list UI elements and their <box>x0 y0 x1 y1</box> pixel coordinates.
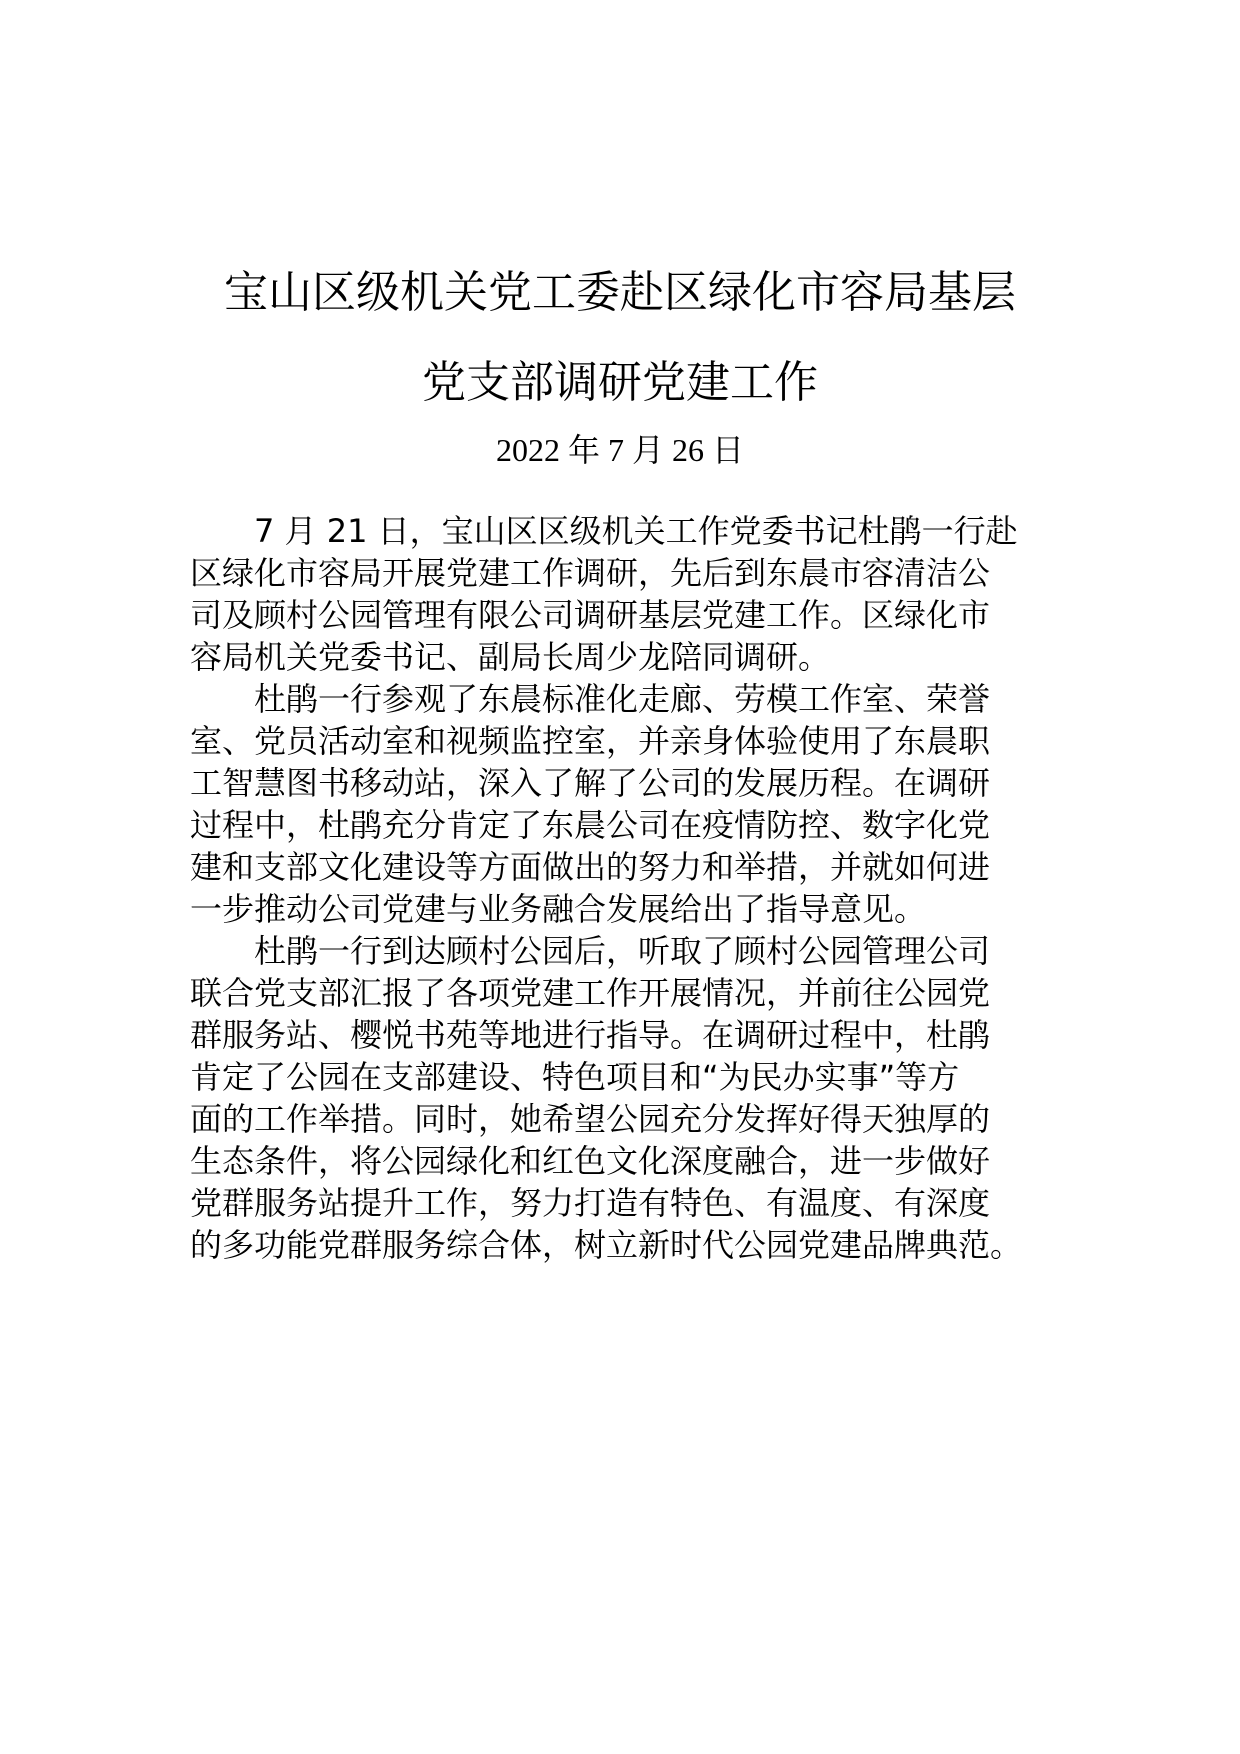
paragraph-line: 生态条件，将公园绿化和红色文化深度融合，进一步做好 <box>190 1142 991 1180</box>
title-line: 党支部调研党建工作 <box>422 357 818 408</box>
paragraph-line: 联合党支部汇报了各项党建工作开展情况，并前往公园党 <box>190 974 991 1012</box>
article-date: 2022 年 7 月 26 日 <box>495 432 744 468</box>
paragraph-line: 容局机关党委书记、副局长周少龙陪同调研。 <box>190 638 831 676</box>
paragraph-line: 杜鹃一行到达顾村公园后，听取了顾村公园管理公司 <box>254 932 991 970</box>
paragraph-line: 区绿化市容局开展党建工作调研，先后到东晨市容清洁公 <box>190 554 991 592</box>
paragraph-line: 司及顾村公园管理有限公司调研基层党建工作。区绿化市 <box>190 596 991 634</box>
paragraph-line: 7 月 21 日，宝山区区级机关工作党委书记杜鹃一行赴 <box>254 512 1018 550</box>
paragraph-line: 一步推动公司党建与业务融合发展给出了指导意见。 <box>190 890 927 928</box>
paragraph-line: 建和支部文化建设等方面做出的努力和举措，并就如何进 <box>190 848 991 886</box>
paragraph-line: 肯定了公园在支部建设、特色项目和“为民办实事”等方 <box>190 1058 960 1096</box>
title-line: 宝山区级机关党工委赴区绿化市容局基层 <box>224 267 1016 318</box>
paragraph-line: 过程中，杜鹃充分肯定了东晨公司在疫情防控、数字化党 <box>190 806 991 844</box>
paragraph-line: 面的工作举措。同时，她希望公园充分发挥好得天独厚的 <box>190 1100 991 1138</box>
paragraph-line: 室、党员活动室和视频监控室，并亲身体验使用了东晨职 <box>190 722 991 760</box>
paragraph-line: 的多功能党群服务综合体，树立新时代公园党建品牌典范。 <box>190 1226 1023 1264</box>
paragraph-line: 党群服务站提升工作，努力打造有特色、有温度、有深度 <box>190 1184 991 1222</box>
paragraph-line: 群服务站、樱悦书苑等地进行指导。在调研过程中，杜鹃 <box>190 1016 991 1054</box>
paragraph-line: 工智慧图书移动站，深入了解了公司的发展历程。在调研 <box>190 764 991 802</box>
paragraph-line: 杜鹃一行参观了东晨标准化走廊、劳模工作室、荣誉 <box>254 680 991 718</box>
